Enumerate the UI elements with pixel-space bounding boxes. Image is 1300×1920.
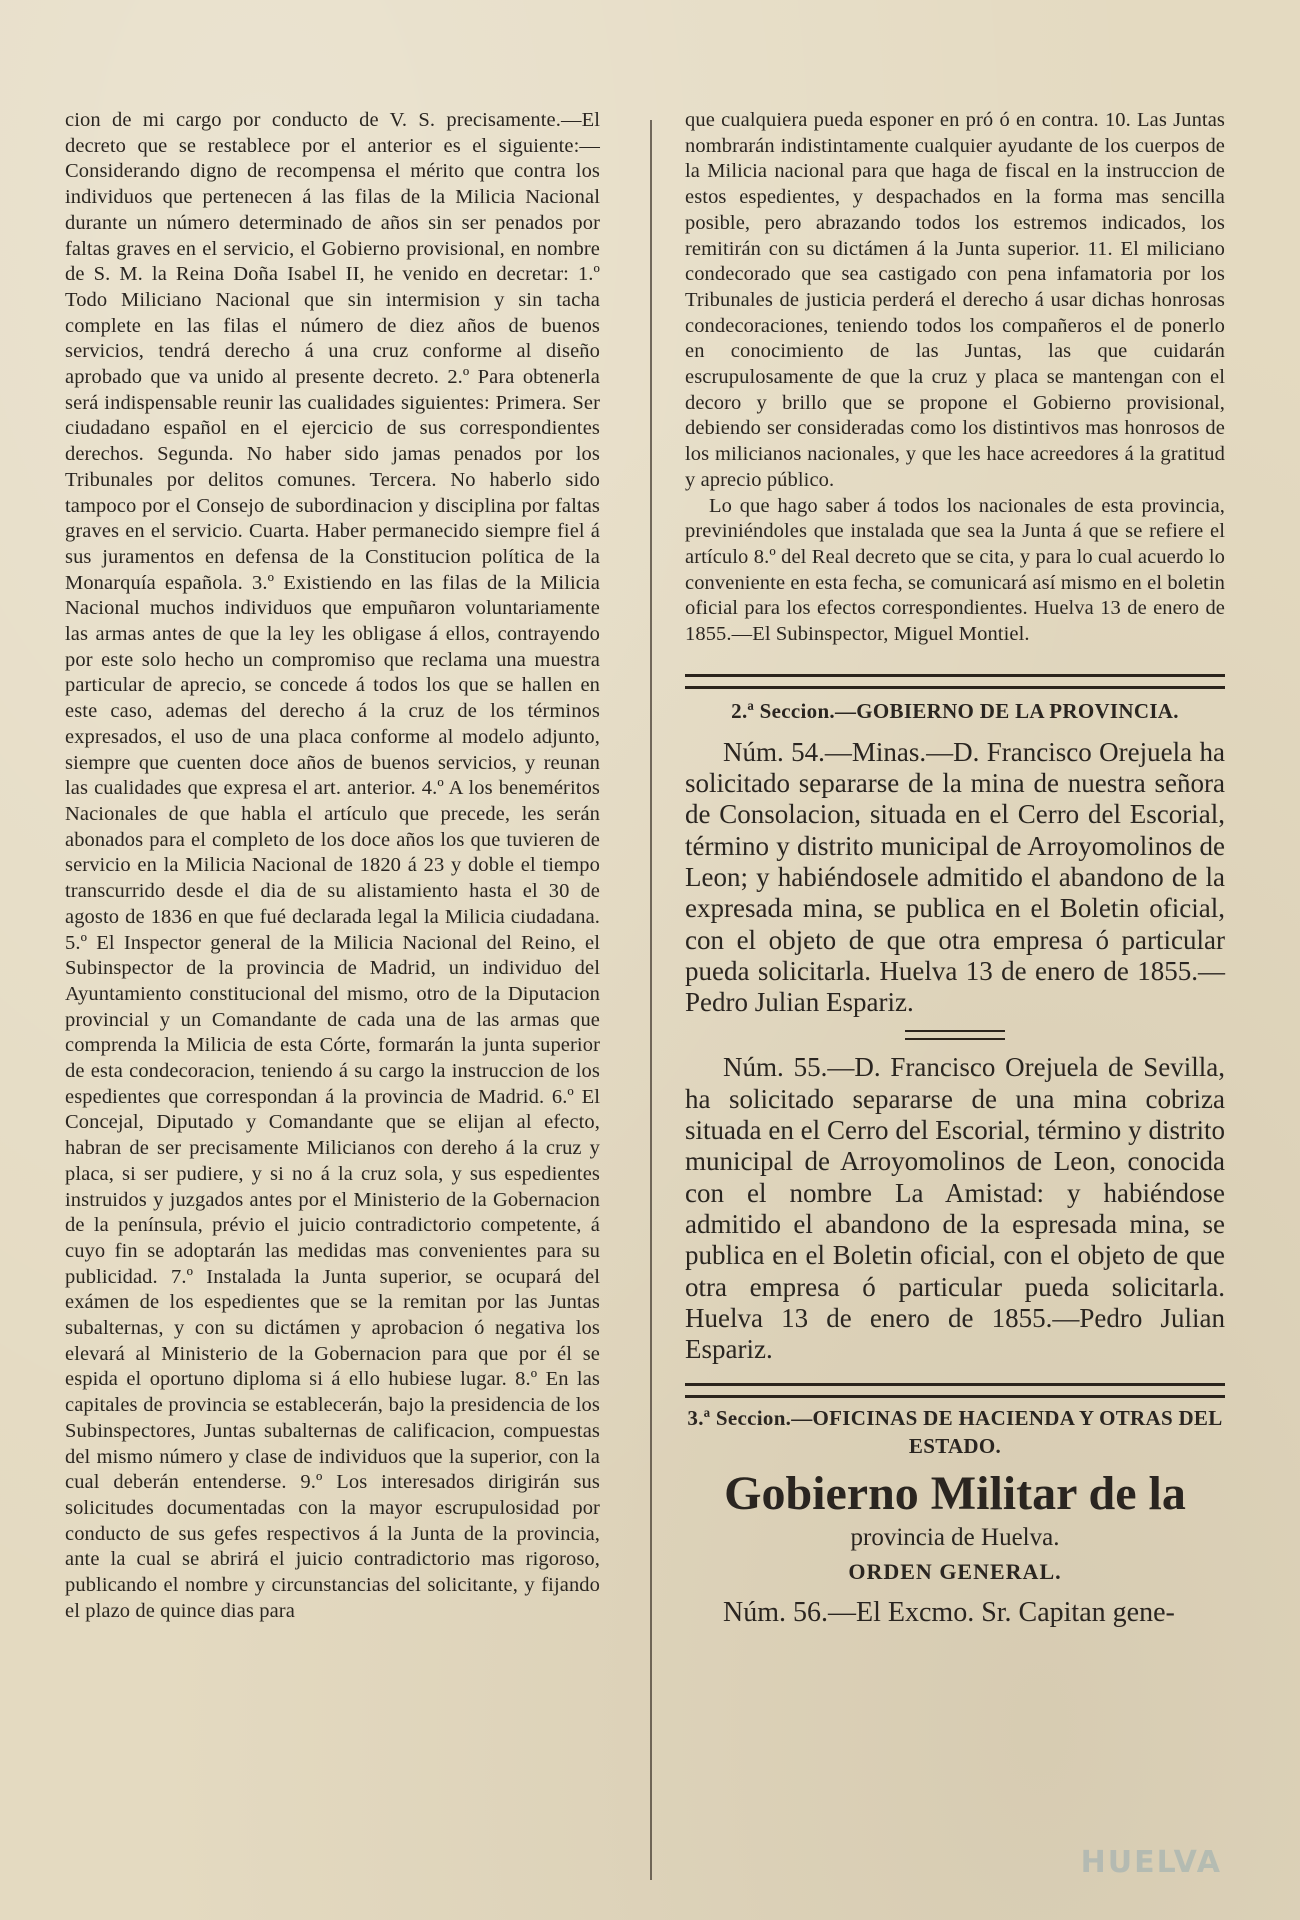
- notice-56: Núm. 56.—El Excmo. Sr. Capitan gene-: [723, 1597, 1175, 1629]
- column-divider: [650, 120, 652, 1880]
- section-2-heading: 2.ª Seccion.—GOBIERNO DE LA PROVINCIA.: [731, 698, 1179, 723]
- notice-separator-rule: [905, 1030, 1005, 1040]
- bleed-through-header: [110, 74, 1210, 108]
- left-column: [65, 108, 600, 1624]
- section-3-heading: 3.ª Seccion.—OFICINAS DE HACIENDA Y OTRAS DEL ESTADO.: [687, 1406, 1223, 1459]
- notice-55: Núm. 55.—D. Francisco Orejuela de Sevilla, ha solicitado separarse de una mina cobriza situada en el Cerro del Escorial, término y distrito municipal de Arroyomolinos de Leon, conocida con el nombre La Amistad: y habiéndose admitido el abandono de la espresada mina, se publica en el Boletin oficial, con el objeto de que otra empresa ó particular pueda solicitarla. Huelva 13 de enero de 1855.—Pedro Julian Espariz.: [685, 1052, 1225, 1365]
- gobierno-militar-title: Gobierno Militar de la: [724, 1467, 1186, 1521]
- left-column-text: cion de mi cargo por conducto de V. S. precisamente.—El decreto que se restablece por el anterior es el siguiente:—Considerando digno de recompensa el mérito que contra los individuos que pertenecen á las filas de la Milicia Nacional durante un número determinado de años sin ser penados por faltas graves en el servicio, el Gobierno provisional, en nombre de S. M. la Reina Doña Isabel II, he venido en decretar: 1.º Todo Miliciano Nacional que sin intermision y sin tacha complete en las filas el número de diez años de buenos servicios, tendrá derecho á una cruz conforme al diseño aprobado que va unido al presente decreto. 2.º Para obtenerla será indispensable reunir las cualidades siguientes: Primera. Ser ciudadano español en el ejercicio de sus correspondientes derechos. Segunda. No haber sido jamas penados por los Tribunales por delitos comunes. Tercera. No haberlo sido tampoco por el Consejo de subordinacion y disciplina por faltas graves en el servicio. Cuarta. Haber permanecido siempre fiel á sus juramentos en defensa de la Constitucion política de la Monarquía española. 3.º Existiendo en las filas de la Milicia Nacional muchos individuos que empuñaron voluntariamente las armas antes de que la ley les obligase á ellos, contrayendo por este solo hecho un compromiso que reclama una muestra particular de aprecio, se concede á todos los que se hallen en este caso, ademas del derecho á la cruz de los términos expresados, el uso de una placa conforme al modelo adjunto, siempre que cuenten doce años de buenos servicios, y reunan las cualidades que expresa el art. anterior. 4.º A los beneméritos Nacionales de que habla el artículo que precede, les serán abonados para el completo de los doce años los que tuvieren de servicio en la Milicia Nacional de 1820 á 23 y doble el tiempo transcurrido desde el dia de su alistamiento hasta el 30 de agosto de 1836 en que fué declarada legal la Milicia ciudadana. 5.º El Inspector general de la Milicia Nacional del Reino, el Subinspector de la provincia de Madrid, un individuo del Ayuntamiento constitucional del mismo, otro de la Diputacion provincial y un Comandante de cada una de las armas que comprenda la Milicia de esta Córte, formarán la junta superior de esta condecoracion, teniendo á su cargo la instruccion de los espedientes que correspondan á la provincia de Madrid. 6.º El Concejal, Diputado y Comandante que se elijan al efecto, habran de ser precisamente Milicianos con dereho á la cruz y placa, si ser pudiere, y si no á la cruz sola, y sus espedientes instruidos y juzgados antes por el Ministerio de la Gobernacion de la península, prévio el juicio contradictorio competente, á cuyo fin se adoptarán las medidas mas convenientes para su publicidad. 7.º Instalada la Junta superior, se ocupará del exámen de los espedientes que se la remitan por las Juntas subalternas, y con su dictámen y aprobacion ó negativa los elevará al Ministerio de la Gobernacion para que por él se espida el oportuno diploma si á ello hubiese lugar. 8.º En las capitales de provincia se establecerán, bajo la presidencia de los Subinspectores, Juntas subalternas de calificacion, compuestas del mismo número y clase de individuos que la superior, con la cual deberán entenderse. 9.º Los interesados dirigirán sus solicitudes documentadas con la mayor escrupulosidad por conducto de sus gefes respectivos á la Junta de la provincia, ante la cual se abrirá el juicio contradictorio mas rigoroso, publicando el nombre y circunstancias del solicitante, y fijando el plazo de quince dias para: [65, 109, 600, 1622]
- gobierno-militar-subtitle: provincia de Huelva.: [850, 1524, 1060, 1552]
- closing-notice: Lo que hago saber á todos los nacionales de esta provincia, previniéndoles que instalada que sea la Junta á que se refiere el artículo 8.º del Real decreto que se cita, y para lo cual acuerdo lo conveniente en esta fecha, se comunicará así mismo en el boletin oficial para los efectos correspondientes. Huelva 13 de enero de 1855.—El Subinspector, Miguel Montiel.: [685, 494, 1225, 646]
- section-divider-rule: [685, 1383, 1225, 1398]
- notice-54: Núm. 54.—Minas.—D. Francisco Orejuela ha solicitado separarse de la mina de nuestra señora de Consolacion, situada en el Cerro del Escorial, término y distrito municipal de Arroyomolinos de Leon; y habiéndosele admitido el abandono de la expresada mina, se publica en el Boletin oficial, con el objeto de que otra empresa ó particular pueda solicitarla. Huelva 13 de enero de 1855.—Pedro Julian Espariz.: [685, 736, 1225, 1018]
- decree-continuation: que cualquiera pueda esponer en pró ó en contra. 10. Las Juntas nombrarán indistintamente cualquier ayudante de los cuerpos de la Milicia nacional para que haga de fiscal en la instruccion de estos espedientes, y despachados en la forma mas sencilla posible, pero abrazando todos los estremos indicados, los remitirán con su dictámen á la Junta superior. 11. El miliciano condecorado que sea castigado con pena infamatoria por los Tribunales de justicia perderá el derecho á usar dichas honrosas condecoraciones, teniendo todos los compañeros el de ponerlo en conocimiento de las Juntas, las que cuidarán escrupulosamente de que la cruz y placa se mantengan con el decoro y brillo que se propone el Gobierno provisional, debiendo ser consideradas como los distintivos mas honrosos de los milicianos nacionales, y que les hace acreedores á la gratitud y aprecio público.: [685, 109, 1225, 491]
- watermark-logo: HUELVA: [1080, 1845, 1222, 1880]
- orden-general-heading: ORDEN GENERAL.: [848, 1559, 1062, 1585]
- right-column: [685, 108, 1225, 1630]
- section-divider-rule: [685, 674, 1225, 689]
